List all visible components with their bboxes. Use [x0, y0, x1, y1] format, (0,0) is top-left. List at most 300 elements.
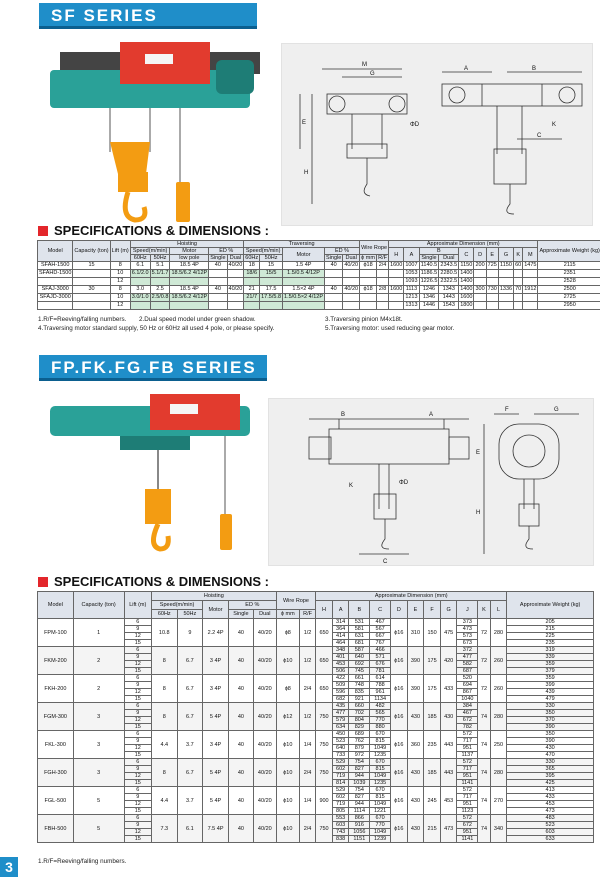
table-cell	[209, 294, 227, 302]
table-cell: 40	[228, 647, 253, 675]
table-cell	[73, 294, 110, 302]
table-cell: 15	[73, 262, 110, 270]
table-cell: 1235	[370, 752, 391, 759]
table-cell: 725	[487, 262, 497, 268]
table-cell: 340	[490, 815, 507, 843]
table-cell: 1246	[419, 286, 439, 294]
th-50hz-2: 50Hz	[260, 255, 283, 262]
table-cell: 74	[478, 703, 490, 731]
th-ed2: ED %	[325, 248, 360, 255]
dim2-label-f: F	[505, 407, 509, 413]
series-banner-fp: FP.FK.FG.FB SERIES	[39, 355, 267, 381]
model-cell: FGL-500	[38, 787, 74, 815]
table-row	[38, 759, 594, 766]
fp-dimension-diagram	[268, 398, 594, 566]
table-cell: 384	[457, 703, 478, 710]
table-cell	[260, 302, 283, 310]
table-cell: 8	[151, 703, 177, 731]
table-cell	[150, 302, 170, 310]
th-K: K	[514, 248, 523, 262]
table-cell: 880	[370, 724, 391, 731]
table-cell: 8	[110, 262, 130, 270]
table-cell: 1.5/0.5×2 4/12P	[284, 294, 324, 300]
table-cell: 30	[73, 286, 110, 294]
spec-heading-text-2: SPECIFICATIONS & DIMENSIONS :	[54, 574, 269, 589]
dim-label-k: K	[552, 122, 557, 128]
table-cell: 733	[332, 752, 349, 759]
table-cell: 582	[457, 661, 478, 668]
table-cell: 1.5/0.5 4/12P	[283, 270, 325, 278]
table-cell: 9	[124, 794, 151, 801]
th-b-dual: Dual	[439, 255, 459, 262]
table-cell	[283, 302, 325, 310]
th-ed: ED %	[209, 248, 244, 255]
table-cell: 18.5/6.2 4/12P	[171, 294, 208, 300]
table-cell: 1912	[524, 286, 537, 292]
table-cell: 750	[316, 703, 333, 731]
spec-heading-text: SPECIFICATIONS & DIMENSIONS :	[54, 223, 269, 238]
table-cell: 2115	[538, 262, 600, 270]
table-cell: 1186.5	[420, 270, 438, 276]
table-cell: 359	[507, 661, 594, 668]
table-cell: 750	[316, 731, 333, 759]
table-cell: 602	[332, 766, 349, 773]
table-cell: 359	[507, 675, 594, 682]
table-cell: 1343	[439, 286, 459, 294]
table-cell: 12	[124, 829, 151, 836]
table-cell: 961	[370, 689, 391, 696]
table-cell	[486, 278, 498, 286]
table-cell	[209, 302, 227, 310]
table-cell: 1313	[405, 302, 418, 308]
table-cell	[73, 302, 110, 310]
th2-K: K	[478, 601, 490, 619]
th-E: E	[486, 248, 498, 262]
table-cell: 2528	[538, 278, 600, 286]
table-cell: 12	[124, 801, 151, 808]
table-cell: 866	[349, 815, 370, 822]
table-cell: 2/4	[299, 759, 315, 787]
table-cell: 443	[440, 759, 457, 787]
table-cell: ϕ8	[276, 675, 299, 703]
th-motor: Motor	[170, 248, 209, 255]
th2-phi: ϕ mm	[276, 610, 299, 619]
model-cell: FPM-100	[38, 619, 74, 647]
th-60hz: 60Hz	[130, 255, 150, 262]
spec-heading-sf	[38, 223, 269, 238]
table-cell: 12	[110, 278, 130, 286]
table-cell	[514, 278, 523, 286]
table-cell: 951	[457, 773, 478, 780]
table-cell: ϕ10	[276, 759, 299, 787]
table-cell: 815	[370, 794, 391, 801]
table-cell: 420	[440, 647, 457, 675]
th-C: C	[459, 248, 474, 262]
table-cell: 12	[124, 773, 151, 780]
table-row	[38, 270, 600, 278]
table-cell: 200	[475, 262, 485, 268]
table-cell: 280	[490, 619, 507, 647]
table-cell: 6	[124, 759, 151, 766]
table-cell: 215	[507, 626, 594, 633]
table-cell: 3.0	[130, 286, 150, 294]
th-D: D	[474, 248, 486, 262]
dim-label-m: M	[362, 62, 367, 68]
table-cell: 602	[332, 794, 349, 801]
table-cell	[343, 270, 360, 278]
table-cell: ϕ12	[276, 703, 299, 731]
table-cell: 681	[349, 640, 370, 647]
table-cell	[486, 294, 498, 302]
table-cell: 3 4P	[203, 675, 229, 703]
dim-label-g: G	[370, 71, 375, 77]
table-cell: 673	[457, 640, 478, 647]
table-cell: 6	[124, 703, 151, 710]
table-cell: 634	[332, 724, 349, 731]
table-cell: 1/4	[299, 787, 315, 815]
table-cell: 506	[332, 668, 349, 675]
table-cell: ϕ16	[391, 703, 408, 731]
table-cell	[130, 302, 150, 310]
th-model: Model	[38, 241, 73, 262]
model-cell	[38, 302, 73, 310]
table-cell: 1007	[405, 262, 418, 268]
table-cell: 250	[490, 731, 507, 759]
table-cell: 40/20	[253, 731, 276, 759]
table-cell: 579	[332, 717, 349, 724]
table-cell: 572	[457, 787, 478, 794]
fp-spec-table	[37, 591, 594, 843]
table-cell: 719	[332, 801, 349, 808]
table-cell: 921	[349, 696, 370, 703]
table-cell: 1040	[457, 696, 478, 703]
table-cell: 1134	[370, 696, 391, 703]
model-cell: SFAHD-1500	[39, 270, 72, 276]
table-cell: 260	[490, 675, 507, 703]
table-cell: 6.7	[177, 675, 203, 703]
table-cell	[360, 294, 377, 302]
model-cell: FKH-200	[38, 675, 74, 703]
table-cell: 7.3	[151, 815, 177, 843]
table-cell: 74	[478, 759, 490, 787]
table-cell: 479	[507, 696, 594, 703]
table-cell: 827	[349, 766, 370, 773]
table-cell: 1543	[439, 302, 459, 310]
table-cell: 3.7	[177, 787, 203, 815]
dim-label-d: ΦD	[410, 122, 420, 128]
table-cell	[523, 270, 538, 278]
table-cell: 10	[110, 270, 130, 278]
table-cell: 17.5	[260, 286, 283, 294]
table-row	[38, 787, 594, 794]
table-cell: 12	[124, 633, 151, 640]
th2-approx: Approximate Dimension (mm)	[316, 592, 507, 601]
table-cell: 1239	[370, 836, 391, 843]
table-cell: 672	[457, 822, 478, 829]
table-cell: 1141	[457, 836, 478, 843]
table-cell: 573	[457, 633, 478, 640]
table-cell: 175	[424, 647, 441, 675]
table-cell: 972	[349, 752, 370, 759]
th2-F: F	[424, 601, 441, 619]
th-G: G	[498, 248, 513, 262]
table-cell: ϕ16	[391, 815, 408, 843]
th2-dual: Dual	[253, 610, 276, 619]
table-cell: 1443	[439, 294, 459, 302]
table-cell: 9	[177, 619, 203, 647]
dim-label-a: A	[464, 66, 469, 72]
series-banner-sf: SF SERIES	[39, 3, 257, 29]
table-cell: ϕ18	[360, 262, 377, 270]
table-cell: 670	[370, 759, 391, 766]
table-cell: 12	[124, 717, 151, 724]
table-cell: 900	[316, 787, 333, 815]
table-cell: 9	[124, 654, 151, 661]
table-cell: 815	[370, 738, 391, 745]
table-cell: 1.5 4P	[283, 262, 325, 270]
table-cell: 425	[507, 780, 594, 787]
table-cell: 1600	[390, 262, 403, 268]
model-cell: FBH-500	[38, 815, 74, 843]
table-cell: 1/2	[299, 619, 315, 647]
table-cell: 660	[349, 703, 370, 710]
table-cell: 944	[349, 773, 370, 780]
table-cell: 467	[370, 619, 391, 626]
table-cell: 1400	[460, 286, 473, 292]
table-cell: 805	[332, 808, 349, 815]
table-cell: 9	[124, 766, 151, 773]
table-cell	[360, 270, 377, 278]
table-cell: 640	[332, 745, 349, 752]
table-cell: 2	[73, 647, 124, 675]
table-cell: 12	[124, 745, 151, 752]
table-cell: 767	[370, 640, 391, 647]
table-cell: 6	[124, 619, 151, 626]
table-cell: ϕ16	[391, 731, 408, 759]
table-cell: 12	[110, 302, 130, 310]
table-cell: 74	[478, 815, 490, 843]
table-cell: 5 4P	[203, 703, 229, 731]
th-speed: Speed(m/min)	[130, 248, 170, 255]
table-cell: 1150	[500, 262, 512, 268]
table-cell: 770	[370, 822, 391, 829]
table-cell: 6.1	[130, 262, 150, 270]
table-cell: 6.7	[177, 647, 203, 675]
dim2-label-h: H	[476, 510, 481, 516]
table-cell	[325, 270, 343, 278]
table-cell: 12	[124, 661, 151, 668]
th-phi: ϕ mm	[361, 255, 375, 261]
table-cell	[389, 302, 404, 310]
table-cell: 339	[507, 654, 594, 661]
table-cell: 782	[457, 724, 478, 731]
table-cell: 473	[507, 808, 594, 815]
table-cell	[360, 278, 377, 286]
table-cell: 3	[73, 731, 124, 759]
th2-wire: Wire Rope	[276, 592, 316, 610]
table-cell: ϕ16	[391, 619, 408, 647]
table-cell: 175	[424, 675, 441, 703]
table-cell: 1137	[457, 752, 478, 759]
table-cell: 3.7	[177, 731, 203, 759]
table-cell: 661	[349, 675, 370, 682]
table-cell: 2.2 4P	[203, 619, 229, 647]
table-cell: 430	[407, 787, 424, 815]
table-cell: 2.5	[150, 286, 170, 294]
table-cell: 553	[332, 815, 349, 822]
table-cell: 804	[349, 717, 370, 724]
table-cell: 1600	[460, 294, 473, 300]
table-cell: 750	[316, 759, 333, 787]
table-cell: 1151	[349, 836, 370, 843]
table-cell: 1/2	[299, 703, 315, 731]
table-cell	[498, 302, 513, 310]
table-cell: 1141	[457, 780, 478, 787]
table-cell: 390	[507, 724, 594, 731]
table-cell	[209, 278, 227, 286]
table-row	[38, 703, 594, 710]
table-cell: 439	[507, 689, 594, 696]
table-cell: 529	[332, 759, 349, 766]
table-cell: 40	[325, 286, 343, 294]
table-cell: ϕ16	[391, 647, 408, 675]
table-cell: 15	[124, 780, 151, 787]
table-cell	[73, 270, 110, 278]
model-cell: FKM-200	[38, 647, 74, 675]
table-cell: 587	[349, 647, 370, 654]
th2-B: B	[349, 601, 370, 619]
table-cell: 2/4	[299, 675, 315, 703]
dim2-label-g: G	[554, 407, 559, 413]
table-cell: 15	[260, 262, 283, 270]
table-cell: 453	[507, 801, 594, 808]
table-cell	[498, 270, 513, 278]
table-cell: 365	[507, 766, 594, 773]
table-cell: 1093	[405, 278, 418, 284]
table-cell: 670	[370, 787, 391, 794]
table-cell	[283, 278, 325, 286]
table-cell: 40/20	[253, 647, 276, 675]
table-cell: 260	[490, 647, 507, 675]
table-cell: 694	[457, 682, 478, 689]
model-cell: FKL-300	[38, 731, 74, 759]
table-cell: 7.5 4P	[203, 815, 229, 843]
table-cell: ϕ8	[276, 619, 299, 647]
table-cell: 838	[332, 836, 349, 843]
table-cell: 477	[332, 710, 349, 717]
table-cell: 477	[457, 654, 478, 661]
table-cell: 717	[457, 738, 478, 745]
table-cell: 5	[73, 787, 124, 815]
table-cell: 364	[332, 626, 349, 633]
table-cell: 464	[332, 640, 349, 647]
table-cell	[130, 278, 150, 286]
table-cell: 1336	[499, 286, 513, 292]
table-cell: 596	[332, 689, 349, 696]
th2-hoisting: Hoisting	[151, 592, 276, 601]
table-cell	[389, 294, 404, 302]
th-hoisting: Hoisting	[130, 241, 244, 248]
table-cell: 15	[124, 836, 151, 843]
table-cell: 370	[507, 717, 594, 724]
th2-rf: R/F	[299, 610, 315, 619]
table-cell: 1114	[349, 808, 370, 815]
table-cell: 15	[124, 696, 151, 703]
table-cell: 18.5 4P	[170, 262, 209, 270]
table-cell: 450	[332, 731, 349, 738]
table-cell: 565	[370, 710, 391, 717]
table-cell: 314	[332, 619, 349, 626]
table-cell: 2.5/0.8	[151, 294, 169, 300]
table-cell: 1475	[524, 262, 537, 268]
table-cell	[170, 302, 209, 310]
th-single-2: Single	[326, 255, 342, 261]
th2-C: C	[370, 601, 391, 619]
th2-model: Model	[38, 592, 74, 619]
table-cell: 672	[457, 717, 478, 724]
table-cell: 719	[332, 773, 349, 780]
table-cell: 215	[424, 815, 441, 843]
table-cell: 473	[440, 815, 457, 843]
table-cell: 509	[332, 682, 349, 689]
table-cell: 754	[349, 759, 370, 766]
table-cell	[377, 294, 389, 302]
model-cell: SFAJD-3000	[38, 294, 73, 302]
table-cell: 603	[332, 822, 349, 829]
table-cell: 360	[407, 731, 424, 759]
model-cell: SFAJ-3000	[38, 286, 73, 294]
table-cell: 6	[124, 815, 151, 822]
table-cell: 9	[124, 822, 151, 829]
table-cell: 1056	[349, 829, 370, 836]
table-cell	[343, 302, 360, 310]
table-cell: 5	[73, 815, 124, 843]
table-cell	[377, 270, 389, 278]
table-cell: 435	[332, 703, 349, 710]
table-cell: 1039	[349, 780, 370, 787]
table-cell: 650	[316, 619, 333, 647]
note-3: 3.Traversing pinion M4x18t.	[325, 316, 403, 323]
table-cell: 8	[110, 286, 130, 294]
table-cell: 2	[73, 675, 124, 703]
table-cell: 40/20	[253, 815, 276, 843]
table-cell: 330	[507, 703, 594, 710]
table-cell: 3 4P	[203, 731, 229, 759]
table-cell: 430	[507, 745, 594, 752]
table-row	[38, 647, 594, 654]
table-cell: 788	[370, 682, 391, 689]
table-cell	[244, 302, 260, 310]
table-cell: 1213	[405, 294, 418, 300]
th-speed2: Speed(m/min)	[244, 248, 283, 255]
table-cell: 6.7	[177, 759, 203, 787]
table-cell: 483	[507, 815, 594, 822]
table-cell: 5 4P	[203, 787, 229, 815]
table-cell: 523	[332, 738, 349, 745]
spec-heading-fp	[38, 574, 269, 589]
table-cell	[523, 294, 538, 302]
table-cell: 40/20	[253, 675, 276, 703]
table-cell: ϕ10	[276, 647, 299, 675]
table-cell: 12	[124, 689, 151, 696]
table-cell: 781	[370, 668, 391, 675]
table-cell: 372	[457, 647, 478, 654]
table-cell: 5.1/1.7	[151, 270, 169, 276]
table-cell: 9	[124, 626, 151, 633]
table-cell: 40	[209, 286, 227, 294]
table-cell: 15	[124, 808, 151, 815]
table-cell: ϕ10	[276, 815, 299, 843]
